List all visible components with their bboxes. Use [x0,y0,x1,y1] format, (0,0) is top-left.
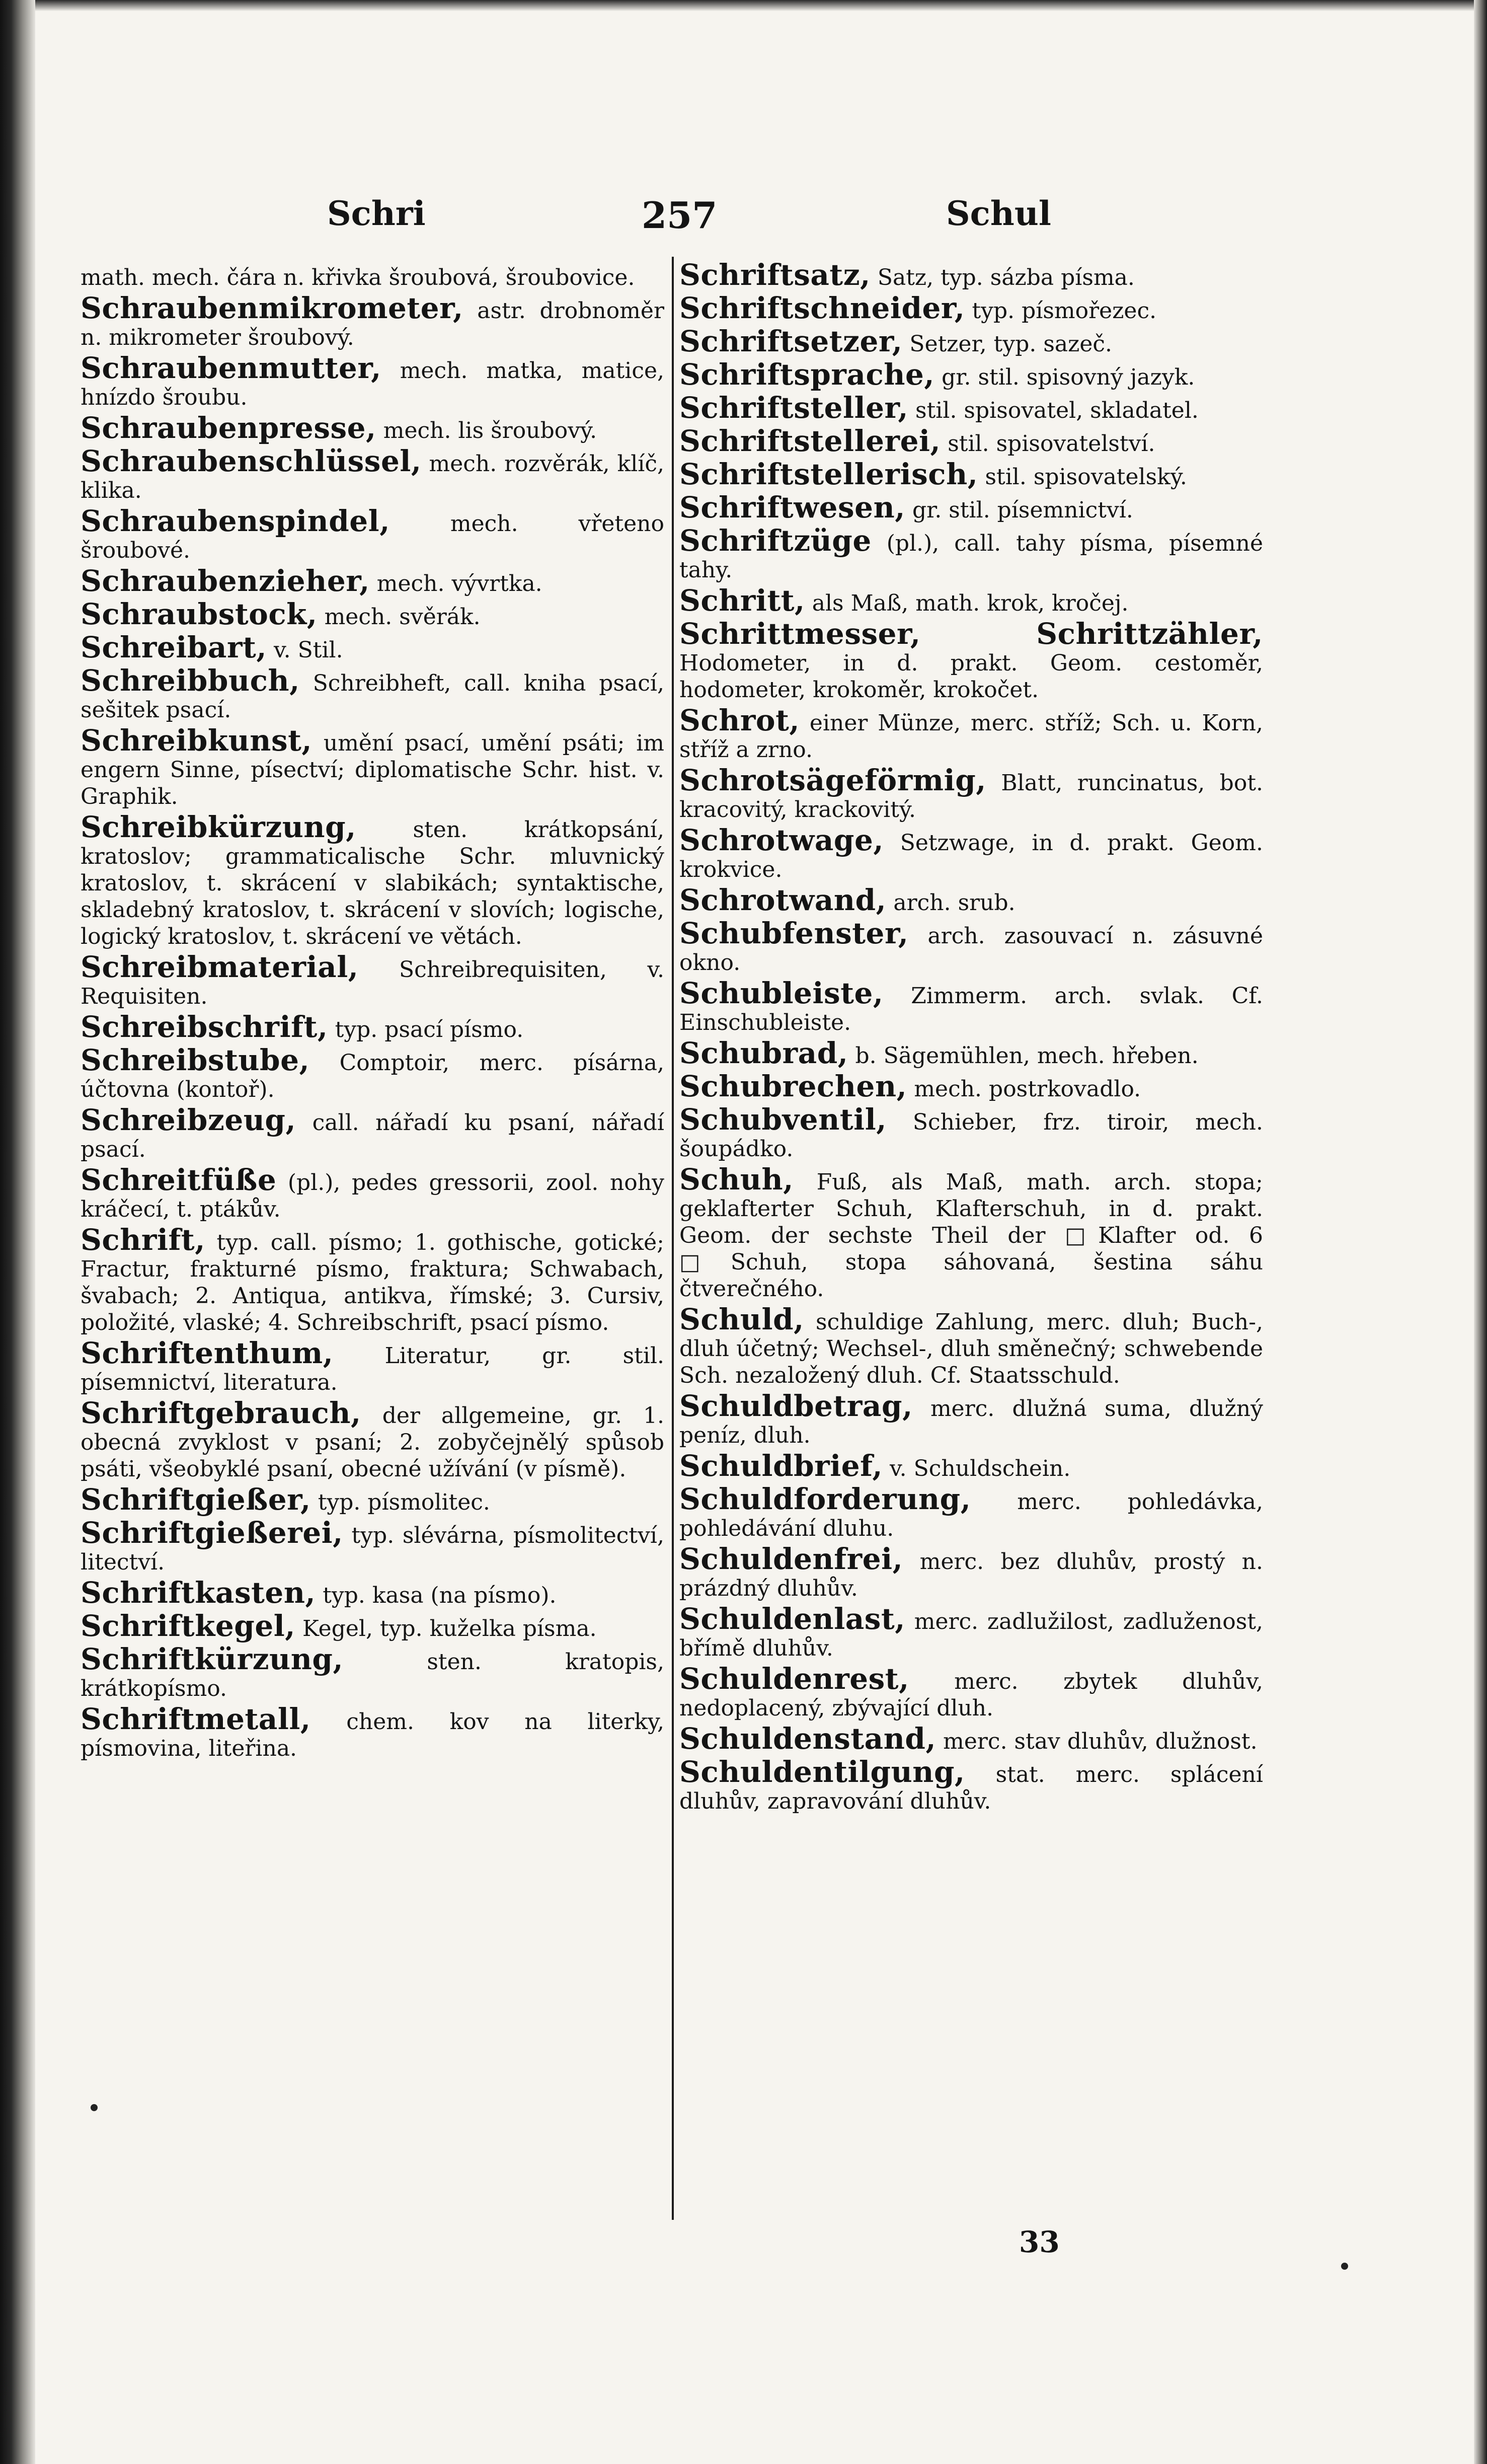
dictionary-entry [81,1396,664,1482]
entry-headword: Schuldbrief, [679,1449,883,1483]
entry-headword: Schraubenmikrometer, [81,291,463,325]
entry-headword: Schubleiste, [679,976,884,1010]
running-header [0,194,1487,249]
dictionary-entry [679,1722,1263,1756]
entry-definition: typ. kasa (na písmo). [323,1583,557,1608]
entry-headword: Schriftgießer, [81,1482,311,1517]
entry-definition: typ. psací písmo. [335,1017,524,1042]
entry-headword: Schraubstock, [81,597,318,631]
entry-definition: merc. dlužná suma, dlužný peníz, dluh. [679,1396,1263,1448]
dictionary-entry [81,351,664,411]
dictionary-entry [679,457,1263,491]
entry-headword: Schriftsatz, [679,258,871,292]
entry-definition: Schreibheft, call. kniha psací, sešitek psací. [81,670,664,723]
entry-definition: stil. spisovatel, skladatel. [915,398,1199,423]
entry-headword: Schreibstube, [81,1043,310,1077]
dictionary-entry [81,1642,664,1702]
entry-headword: Schrift, [81,1223,205,1257]
left-guide-word: Schri [327,194,426,233]
dictionary-entry [81,504,664,564]
entry-definition: Comptoir, merc. písárna, účtovna (kontoř). [81,1050,664,1102]
entry-headword: Schreibbuch, [81,663,300,698]
entry-headword: Schriftsteller, [679,391,909,425]
entry-headword: Schuldenstand, [679,1722,936,1756]
entry-definition: mech. lis šroubový. [383,418,597,443]
entry-definition: merc. stav dluhův, dlužnost. [943,1729,1258,1754]
entry-definition: (pl.), pedes gressorii, zool. nohy kráčecí, t. ptákův. [81,1170,664,1222]
entry-definition: merc. zbytek dluhův, nedoplacený, zbývající dluh. [679,1669,1263,1721]
dictionary-entry [679,1302,1263,1389]
entry-headword: Schuldenrest, [679,1662,909,1696]
entry-headword: Schuldenlast, [679,1602,905,1636]
dictionary-entry [81,810,664,950]
dictionary-entry [81,1609,664,1643]
entry-definition: Zimmerm. arch. svlak. Cf. Einschubleiste. [679,983,1263,1035]
dictionary-entry [81,1336,664,1396]
dictionary-entry [81,411,664,445]
left-column [81,262,664,1766]
dictionary-entry [679,424,1263,458]
entry-definition: arch. srub. [893,890,1015,916]
dictionary-entry [81,262,664,291]
dictionary-entry [81,1482,664,1517]
entry-definition: mech. vývrtka. [376,571,542,596]
entry-headword: Schreibmaterial, [81,950,359,984]
entry-headword: Schreitfüße [81,1163,277,1197]
dictionary-entry [81,1010,664,1044]
entry-definition: math. mech. čára n. křivka šroubová, šroubovice. [81,265,635,290]
entry-headword: Schuldenfrei, [679,1542,903,1576]
dictionary-entry [81,630,664,664]
entry-headword: Schrotwand, [679,883,887,917]
dictionary-entry [679,617,1263,703]
entry-definition: (pl.), call. tahy písma, písemné tahy. [679,531,1263,583]
entry-definition: mech. matka, matice, hnízdo šroubu. [81,358,664,410]
top-edge-shadow [35,0,1474,11]
entry-definition: Setzwage, in d. prakt. Geom. krokvice. [679,830,1263,882]
page-number: 257 [642,194,718,237]
book-spine-shadow [0,0,35,2464]
entry-definition: stat. merc. splácení dluhův, zapravování dluhův. [679,1762,1263,1814]
entry-definition: stil. spisovatelství. [948,431,1155,457]
entry-headword: Schuldbetrag, [679,1389,913,1423]
dictionary-entry [679,324,1263,358]
entry-definition: mech. svěrák. [324,604,481,630]
dictionary-entry [679,357,1263,392]
entry-definition: typ. slévárna, písmolitectví, litectví. [81,1523,664,1575]
entry-definition: merc. zadlužilost, zadluženost, břímě dluhův. [679,1609,1263,1661]
entry-definition: typ. písmořezec. [972,298,1157,324]
dictionary-entry [81,597,664,631]
entry-headword: Schreibschrift, [81,1010,328,1044]
dictionary-entry [81,564,664,598]
entry-headword: Schreibart, [81,630,267,664]
dictionary-entry [679,1036,1263,1070]
entry-definition: Blatt, runcinatus, bot. kracovitý, krackovitý. [679,770,1263,823]
entry-headword: Schubfenster, [679,916,909,950]
entry-headword: Schraubenschlüssel, [81,444,422,478]
dictionary-entry [81,1103,664,1163]
dictionary-entry [679,391,1263,425]
entry-definition: einer Münze, merc. stříž; Sch. u. Korn, stříž a zrno. [679,710,1263,763]
dictionary-entry [679,1542,1263,1602]
dictionary-entry [679,291,1263,325]
dictionary-entry [81,1516,664,1576]
dictionary-entry [679,883,1263,917]
entry-headword: Schriftschneider, [679,291,965,325]
entry-definition: gr. stil. písemnictví. [912,497,1133,523]
entry-definition: chem. kov na literky, písmovina, liteřina. [81,1709,664,1761]
entry-headword: Schreibkunst, [81,723,312,758]
dictionary-entry [679,976,1263,1036]
dictionary-entry [679,490,1263,525]
entry-definition: Literatur, gr. stil. písemnictví, literatura. [81,1343,664,1395]
dictionary-entry [679,1662,1263,1722]
entry-definition: b. Sägemühlen, mech. hřeben. [855,1043,1199,1069]
dictionary-entry [679,763,1263,823]
entry-definition: sten. krátkopsání, kratoslov; grammaticalische Schr. mluvnický kratoslov, t. skrácení v slabikách; syntaktische, skladebný kratoslov, t. skrácení v slovích; logische, logický kratoslov, t. skrácení ve větách. [81,817,664,949]
dictionary-entry [81,950,664,1010]
entry-definition: gr. stil. spisovný jazyk. [942,364,1195,390]
entry-definition: umění psací, umění psáti; im engern Sinne, písectví; diplomatische Schr. hist. v. Graphik. [81,730,664,809]
dictionary-entry [81,723,664,810]
entry-headword: Schraubenmutter, [81,351,381,385]
dictionary-entry [679,916,1263,976]
entry-headword: Schrittmesser, Schrittzähler, [679,617,1263,651]
entry-headword: Schreibkürzung, [81,810,356,844]
entry-definition: mech. rozvěrák, klíč, klika. [81,451,664,503]
entry-definition: mech. postrkovadlo. [914,1076,1141,1102]
dictionary-entry [679,823,1263,883]
entry-definition: typ. call. písmo; 1. gothische, gotické; Fractur, frakturné písmo, fraktura; Schwabach, švabach; 2. Antiqua, antikva, římské; 3. Cursiv, položité, vlaské; 4. Schreibschrift, psací písmo. [81,1230,664,1335]
right-column [679,258,1263,1819]
dictionary-entry [679,1449,1263,1483]
entry-headword: Schriftsprache, [679,357,935,392]
entry-headword: Schuldforderung, [679,1482,971,1516]
entry-headword: Schubventil, [679,1102,887,1137]
entry-definition: Hodometer, in d. prakt. Geom. cestoměr, hodometer, krokoměr, krokočet. [679,650,1263,703]
entry-headword: Schriftmetall, [81,1702,311,1736]
entry-headword: Schriftgießerei, [81,1516,343,1550]
entry-headword: Schriftenthum, [81,1336,334,1370]
entry-headword: Schriftsetzer, [679,324,903,358]
dictionary-entry [679,258,1263,292]
dictionary-entry [679,583,1263,618]
dictionary-entry [679,1069,1263,1103]
entry-definition: v. Schuldschein. [890,1456,1071,1481]
entry-definition: schuldige Zahlung, merc. dluh; Buch-, dluh účetný; Wechsel-, dluh směnečný; schwebende Sch. nezaložený dluh. Cf. Staatsschuld. [679,1309,1263,1388]
dictionary-entry [679,1482,1263,1542]
dictionary-entry [679,703,1263,763]
entry-headword: Schriftkürzung, [81,1642,344,1676]
entry-headword: Schrotsägeförmig, [679,763,986,797]
entry-headword: Schriftstellerei, [679,424,941,458]
dictionary-entry [81,1702,664,1762]
signature-mark: 33 [1019,2225,1060,2259]
entry-definition: call. nářadí ku psaní, nářadí psací. [81,1110,664,1162]
entry-definition: mech. vřeteno šroubové. [81,511,664,563]
entry-definition: der allgemeine, gr. 1. obecná zvyklost v psaní; 2. zobyčejnělý spůsob psáti, všeobyklé psaní, obecné užívání (v písmě). [81,1403,664,1482]
entry-definition: Schreibrequisiten, v. Requisiten. [81,957,664,1009]
dictionary-entry [679,1755,1263,1815]
entry-definition: Schieber, frz. tiroir, mech. šoupádko. [679,1109,1263,1162]
entry-headword: Schraubenspindel, [81,504,390,538]
entry-definition: Setzer, typ. sazeč. [909,331,1113,357]
entry-headword: Schubrad, [679,1036,848,1070]
entry-headword: Schrotwage, [679,823,884,857]
entry-definition: Satz, typ. sázba písma. [877,265,1135,290]
entry-definition: Kegel, typ. kuželka písma. [302,1616,597,1641]
entry-headword: Schraubenzieher, [81,564,370,598]
entry-headword: Schriftstellerisch, [679,457,978,491]
entry-definition: sten. kratopis, krátkopísmo. [81,1649,664,1701]
dictionary-entry [81,1576,664,1610]
entry-headword: Schriftkasten, [81,1576,316,1610]
entry-definition: Fuß, als Maß, math. arch. stopa; geklafterter Schuh, Klafterschuh, in d. prakt. Geom. der sechste Theil der □Klafter od. 6 □Schuh, stopa sáhovaná, šestina sáhu čtverečného. [679,1169,1263,1302]
entry-definition: astr. drobnoměr n. mikrometer šroubový. [81,298,664,350]
entry-definition: stil. spisovatelský. [985,464,1187,490]
dictionary-entry [81,1163,664,1223]
entry-headword: Schuld, [679,1302,804,1336]
entry-definition: arch. zasouvací n. zásuvné okno. [679,923,1263,976]
entry-headword: Schritt, [679,583,805,618]
entry-definition: als Maß, math. krok, kročej. [812,590,1129,616]
entry-definition: merc. pohledávka, pohledávání dluhu. [679,1489,1263,1541]
dictionary-entry [81,1223,664,1336]
entry-headword: Schraubenpresse, [81,411,376,445]
entry-headword: Schriftkegel, [81,1609,295,1643]
dictionary-entry [679,1602,1263,1662]
dictionary-entry [679,1389,1263,1449]
right-guide-word: Schul [946,194,1051,233]
dictionary-entry [679,1102,1263,1162]
dictionary-entry [81,663,664,723]
entry-definition: merc. bez dluhův, prostý n. prázdný dluhův. [679,1549,1263,1601]
entry-headword: Schubrechen, [679,1069,907,1103]
entry-headword: Schriftgebrauch, [81,1396,361,1430]
dictionary-entry [679,524,1263,583]
entry-headword: Schuh, [679,1162,794,1197]
ink-speck [91,2104,98,2111]
dictionary-entry [81,1043,664,1103]
entry-headword: Schriftwesen, [679,490,905,525]
entry-definition: typ. písmolitec. [318,1489,490,1515]
column-divider [672,257,674,2220]
entry-headword: Schriftzüge [679,524,872,558]
entry-definition: v. Stil. [274,637,343,663]
dictionary-entry [81,444,664,504]
entry-headword: Schuldentilgung, [679,1755,965,1789]
entry-headword: Schrot, [679,703,800,737]
right-edge-shadow [1474,0,1487,2464]
entry-headword: Schreibzeug, [81,1103,296,1137]
ink-speck [1341,2263,1348,2270]
dictionary-entry [679,1162,1263,1302]
dictionary-entry [81,291,664,351]
